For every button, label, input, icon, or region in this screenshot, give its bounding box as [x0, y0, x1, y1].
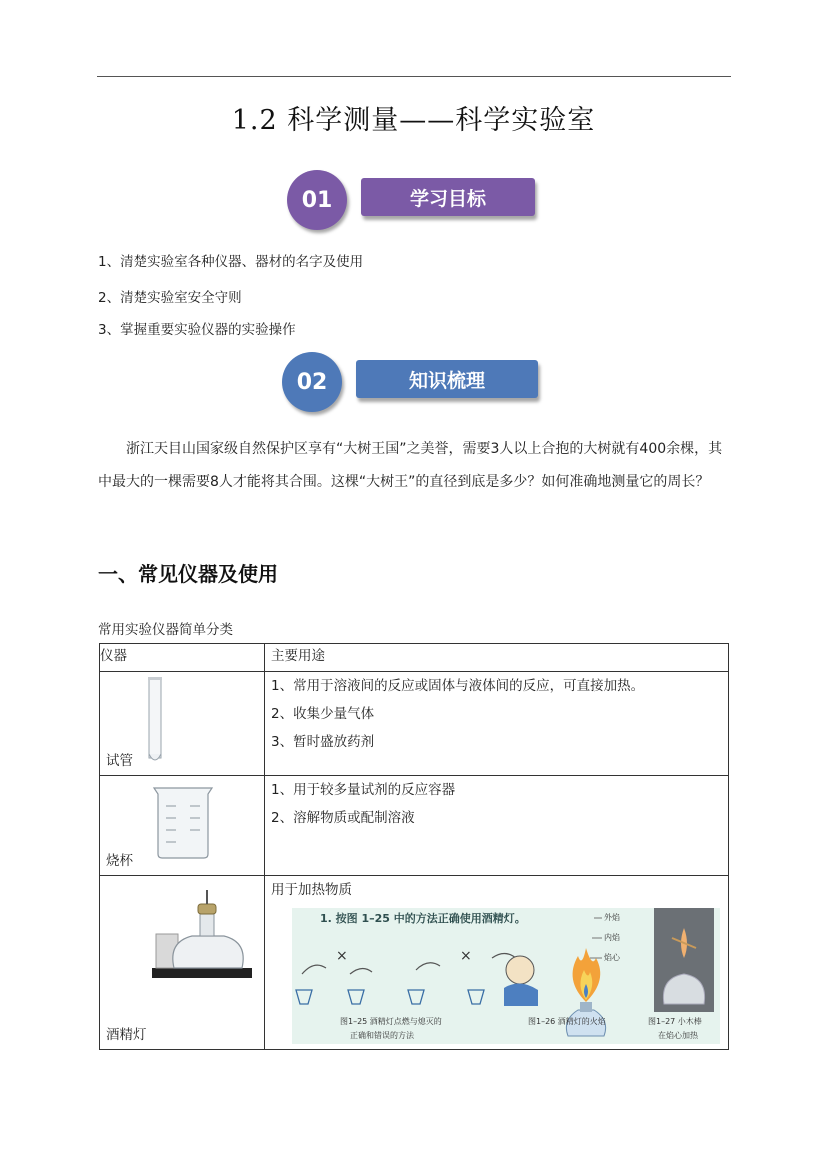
usage-line: 1、用于较多量试剂的反应容器	[271, 782, 456, 798]
usage-cell	[265, 776, 729, 876]
instrument-cell	[100, 776, 265, 876]
table-header-row	[100, 644, 729, 672]
instrument-cell	[100, 672, 265, 776]
instrument-name: 酒精灯	[106, 1027, 147, 1043]
banner-label: 学习目标	[361, 178, 535, 216]
usage-line: 2、收集少量气体	[271, 706, 375, 722]
test-tube-icon	[138, 676, 172, 768]
banner-number: 02	[282, 352, 342, 412]
alcohol-lamp-figure	[292, 908, 720, 1044]
instrument-name: 烧杯	[106, 853, 133, 869]
figure-caption: 在焰心加热	[658, 1031, 698, 1040]
figure-caption: 图1–26 酒精灯的火焰	[528, 1017, 606, 1026]
header-instrument: 仪器	[100, 644, 265, 672]
header-usage: 主要用途	[265, 644, 729, 672]
intro-paragraph: 浙江天目山国家级自然保护区享有“大树王国”之美誉，需要3人以上合抱的大树就有400余棵，其中最大的一棵需要8人才能将其合围。这棵“大树王”的直径到底是多少？如何准确地测量它的周长？	[98, 441, 723, 490]
goal-item: 3、掌握重要实验仪器的实验操作	[98, 322, 296, 338]
banner-number: 01	[287, 170, 347, 230]
figure-caption: 图1–25 酒精灯点燃与熄灭的	[340, 1017, 442, 1026]
goal-item: 1、清楚实验室各种仪器、器材的名字及使用	[98, 254, 364, 270]
table-caption: 常用实验仪器简单分类	[98, 622, 233, 638]
lamp-usage-illustration	[292, 908, 720, 1044]
usage-line: 2、溶解物质或配制溶液	[271, 810, 415, 826]
instrument-name: 试管	[106, 753, 133, 769]
header-rule	[97, 76, 731, 77]
instrument-cell	[100, 876, 265, 1050]
banner-label: 知识梳理	[356, 360, 538, 398]
flame-label: 内焰	[604, 933, 620, 942]
usage-line: 用于加热物质	[271, 882, 352, 898]
knowledge-banner	[282, 352, 542, 412]
usage-line: 3、暂时盛放药剂	[271, 734, 375, 750]
svg-text:×: ×	[336, 948, 348, 964]
table-row	[100, 672, 729, 776]
section-heading: 一、常见仪器及使用	[98, 562, 278, 586]
figure-heading: 1. 按图 1–25 中的方法正确使用酒精灯。	[320, 912, 526, 925]
figure-caption: 图1–27 小木棒	[648, 1017, 702, 1026]
usage-line: 1、常用于溶液间的反应或固体与液体间的反应，可直接加热。	[271, 678, 645, 694]
table-row	[100, 776, 729, 876]
goal-item: 2、清楚实验室安全守则	[98, 290, 242, 306]
svg-text:×: ×	[460, 948, 472, 964]
figure-caption: 正确和错误的方法	[350, 1031, 414, 1040]
learning-goals-banner	[287, 170, 539, 230]
flame-label: 外焰	[604, 913, 620, 922]
page-title: 1.2 科学测量——科学实验室	[231, 105, 596, 136]
flame-label: 焰心	[604, 953, 620, 962]
alcohol-lamp-icon	[152, 882, 252, 980]
beaker-icon	[150, 784, 216, 860]
usage-cell	[265, 672, 729, 776]
